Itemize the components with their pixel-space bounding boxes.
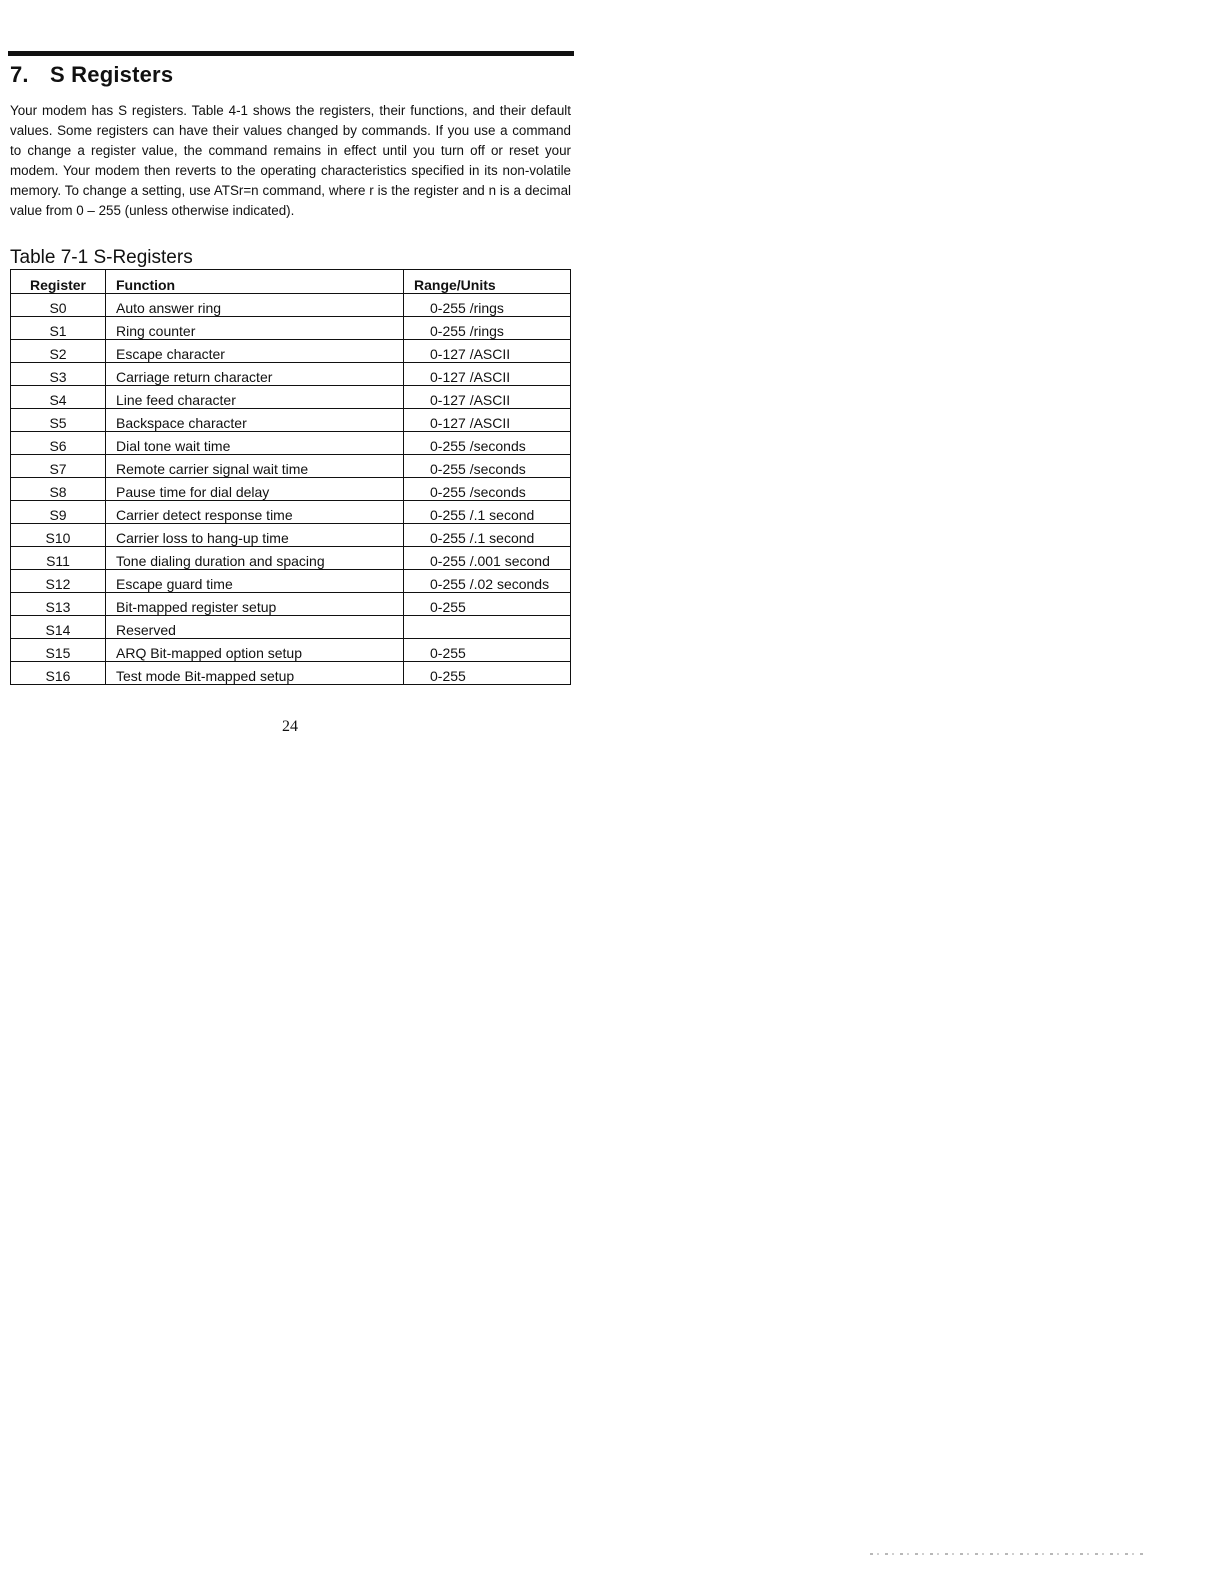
register-cell: S12	[11, 570, 106, 593]
header-register: Register	[11, 270, 106, 294]
range-cell: 0-255 /.1 second	[404, 501, 571, 524]
function-cell: Auto answer ring	[106, 294, 404, 317]
page-number: 24	[282, 718, 298, 735]
register-cell: S14	[11, 616, 106, 639]
range-cell: 0-255 /seconds	[404, 478, 571, 501]
table-row	[11, 639, 571, 662]
table-row	[11, 455, 571, 478]
intro-paragraph: Your modem has S registers. Table 4-1 shows the registers, their functions, and their default values. Some registers can have their values changed by commands. If you use a command to change a register value, the command remains in effect until you turn off or reset your modem. Your modem then reverts to the operating characteristics specified in its non-volatile memory. To change a setting, use ATSr=n command, where r is the register and n is a decimal value from 0 – 255 (unless otherwise indicated).	[10, 103, 571, 218]
register-cell: S16	[11, 662, 106, 685]
range-cell: 0-255 /rings	[404, 294, 571, 317]
table-row	[11, 662, 571, 685]
table-row	[11, 317, 571, 340]
range-cell: 0-255 /.1 second	[404, 524, 571, 547]
table-row	[11, 616, 571, 639]
range-cell: 0-255 /.001 second	[404, 547, 571, 570]
range-cell: 0-255 /.02 seconds	[404, 570, 571, 593]
register-cell: S3	[11, 363, 106, 386]
function-cell: Carrier loss to hang-up time	[106, 524, 404, 547]
function-cell: Test mode Bit-mapped setup	[106, 662, 404, 685]
range-cell: 0-127 /ASCII	[404, 409, 571, 432]
section-number: 7.	[10, 62, 29, 87]
register-cell: S8	[11, 478, 106, 501]
range-cell: 0-127 /ASCII	[404, 386, 571, 409]
table-row	[11, 363, 571, 386]
function-cell: Line feed character	[106, 386, 404, 409]
register-cell: S9	[11, 501, 106, 524]
table-caption: Table 7-1 S-Registers	[10, 247, 193, 268]
function-cell: Tone dialing duration and spacing	[106, 547, 404, 570]
range-cell	[404, 616, 571, 639]
function-cell: Reserved	[106, 616, 404, 639]
register-cell: S1	[11, 317, 106, 340]
table-row	[11, 340, 571, 363]
function-cell: Pause time for dial delay	[106, 478, 404, 501]
range-cell: 0-127 /ASCII	[404, 340, 571, 363]
function-cell: Bit-mapped register setup	[106, 593, 404, 616]
table-row	[11, 524, 571, 547]
table-row	[11, 294, 571, 317]
register-cell: S11	[11, 547, 106, 570]
table-header-row	[11, 270, 571, 294]
table-row	[11, 478, 571, 501]
range-cell: 0-255	[404, 639, 571, 662]
register-cell: S10	[11, 524, 106, 547]
function-cell: Escape guard time	[106, 570, 404, 593]
register-cell: S7	[11, 455, 106, 478]
function-cell: Escape character	[106, 340, 404, 363]
table-row	[11, 570, 571, 593]
function-cell: Dial tone wait time	[106, 432, 404, 455]
range-cell: 0-255 /rings	[404, 317, 571, 340]
range-cell: 0-255 /seconds	[404, 455, 571, 478]
range-cell: 0-255	[404, 593, 571, 616]
table-body	[11, 294, 571, 685]
table-row	[11, 501, 571, 524]
register-cell: S2	[11, 340, 106, 363]
top-rule	[8, 51, 574, 56]
section-title: S Registers	[50, 62, 174, 87]
section-heading	[10, 62, 173, 88]
table-row	[11, 409, 571, 432]
register-cell: S13	[11, 593, 106, 616]
range-cell: 0-255	[404, 662, 571, 685]
table-row	[11, 386, 571, 409]
register-cell: S4	[11, 386, 106, 409]
register-cell: S6	[11, 432, 106, 455]
function-cell: Ring counter	[106, 317, 404, 340]
function-cell: ARQ Bit-mapped option setup	[106, 639, 404, 662]
register-cell: S0	[11, 294, 106, 317]
function-cell: Carriage return character	[106, 363, 404, 386]
register-cell: S15	[11, 639, 106, 662]
table-row	[11, 593, 571, 616]
table-row	[11, 432, 571, 455]
range-cell: 0-255 /seconds	[404, 432, 571, 455]
s-registers-table	[10, 269, 571, 685]
register-cell: S5	[11, 409, 106, 432]
function-cell: Backspace character	[106, 409, 404, 432]
header-function: Function	[106, 270, 404, 294]
scan-artifact	[870, 1553, 1145, 1555]
function-cell: Carrier detect response time	[106, 501, 404, 524]
function-cell: Remote carrier signal wait time	[106, 455, 404, 478]
table-row	[11, 547, 571, 570]
range-cell: 0-127 /ASCII	[404, 363, 571, 386]
header-range: Range/Units	[404, 270, 571, 294]
